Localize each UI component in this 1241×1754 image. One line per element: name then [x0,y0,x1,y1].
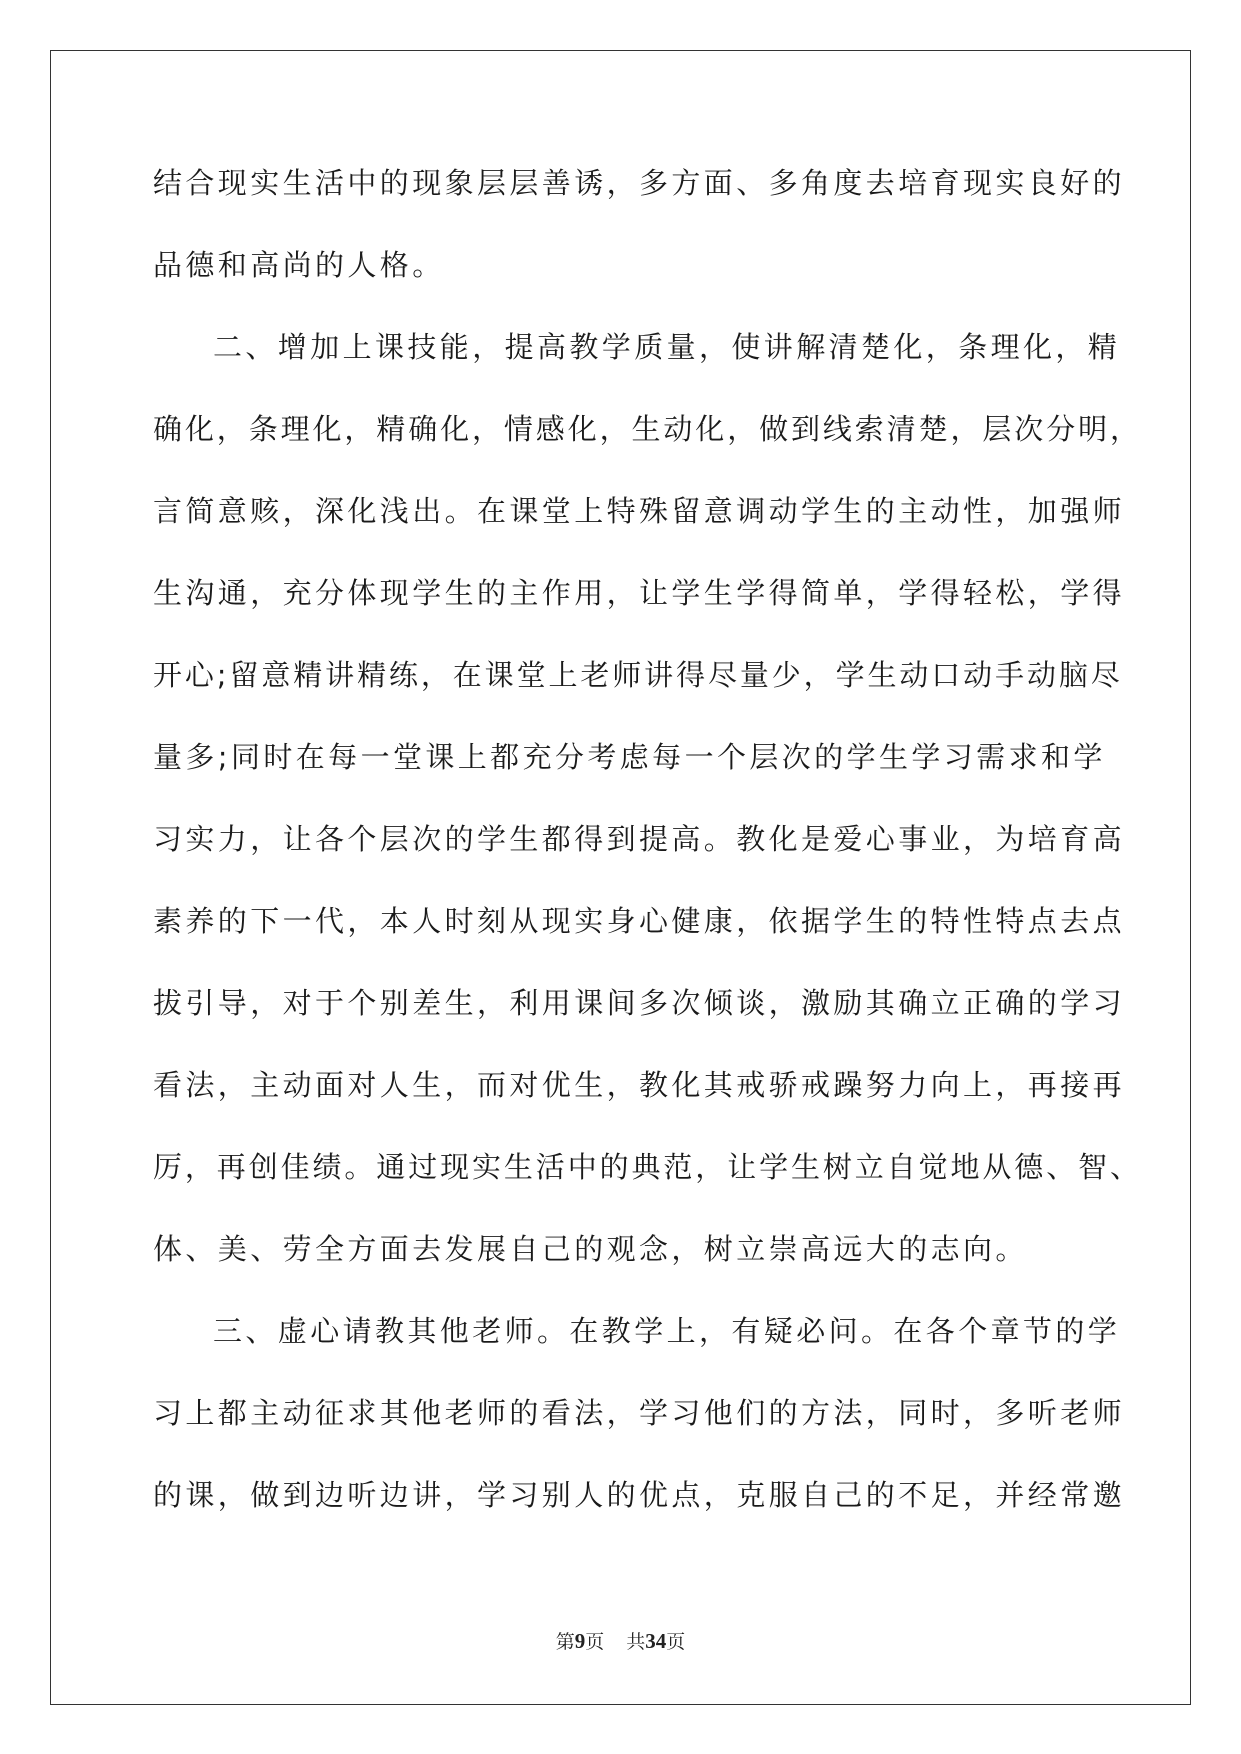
text-line: 量多;同时在每一堂课上都充分考虑每一个层次的学生学习需求和学 [153,740,1106,774]
text-line: 的课，做到边听边讲，学习别人的优点，克服自己的不足，并经常邀 [153,1478,1126,1512]
document-body [153,160,1142,1554]
text-line: 确化，条理化，精确化，情感化，生动化，做到线索清楚，层次分明， [153,412,1142,446]
text-line: 开心;留意精讲精练，在课堂上老师讲得尽量少，学生动口动手动脑尽 [153,658,1123,692]
page-number: 9 [574,1629,586,1653]
text-line: 素养的下一代，本人时刻从现实身心健康，依据学生的特性特点去点 [153,904,1126,938]
text-line: 厉，再创佳绩。通过现实生活中的典范，让学生树立自觉地从德、智、 [153,1150,1142,1184]
page-prefix: 第 [555,1631,575,1653]
paragraph-start-line: 三、虚心请教其他老师。在教学上，有疑必问。在各个章节的学 [213,1314,1121,1348]
page-footer [0,1627,1241,1654]
text-line: 看法，主动面对人生，而对优生，教化其戒骄戒躁努力向上，再接再 [153,1068,1126,1102]
total-suffix: 页 [666,1631,686,1653]
paragraph-start-line: 二、增加上课技能，提高教学质量，使讲解清楚化，条理化，精 [213,330,1121,364]
text-line: 习上都主动征求其他老师的看法，学习他们的方法，同时，多听老师 [153,1396,1126,1430]
page-suffix: 页 [585,1631,605,1653]
total-prefix: 共 [626,1631,646,1653]
text-line: 结合现实生活中的现象层层善诱，多方面、多角度去培育现实良好的 [153,166,1126,200]
text-line: 习实力，让各个层次的学生都得到提高。教化是爱心事业，为培育高 [153,822,1126,856]
text-line: 品德和高尚的人格。 [153,248,445,282]
text-line: 体、美、劳全方面去发展自己的观念，树立崇高远大的志向。 [153,1232,1028,1266]
total-pages: 34 [645,1629,667,1653]
text-line: 生沟通，充分体现学生的主作用，让学生学得简单，学得轻松，学得 [153,576,1126,610]
text-line: 言简意赅，深化浅出。在课堂上特殊留意调动学生的主动性，加强师 [153,494,1126,528]
text-line: 拔引导，对于个别差生，利用课间多次倾谈，激励其确立正确的学习 [153,986,1126,1020]
